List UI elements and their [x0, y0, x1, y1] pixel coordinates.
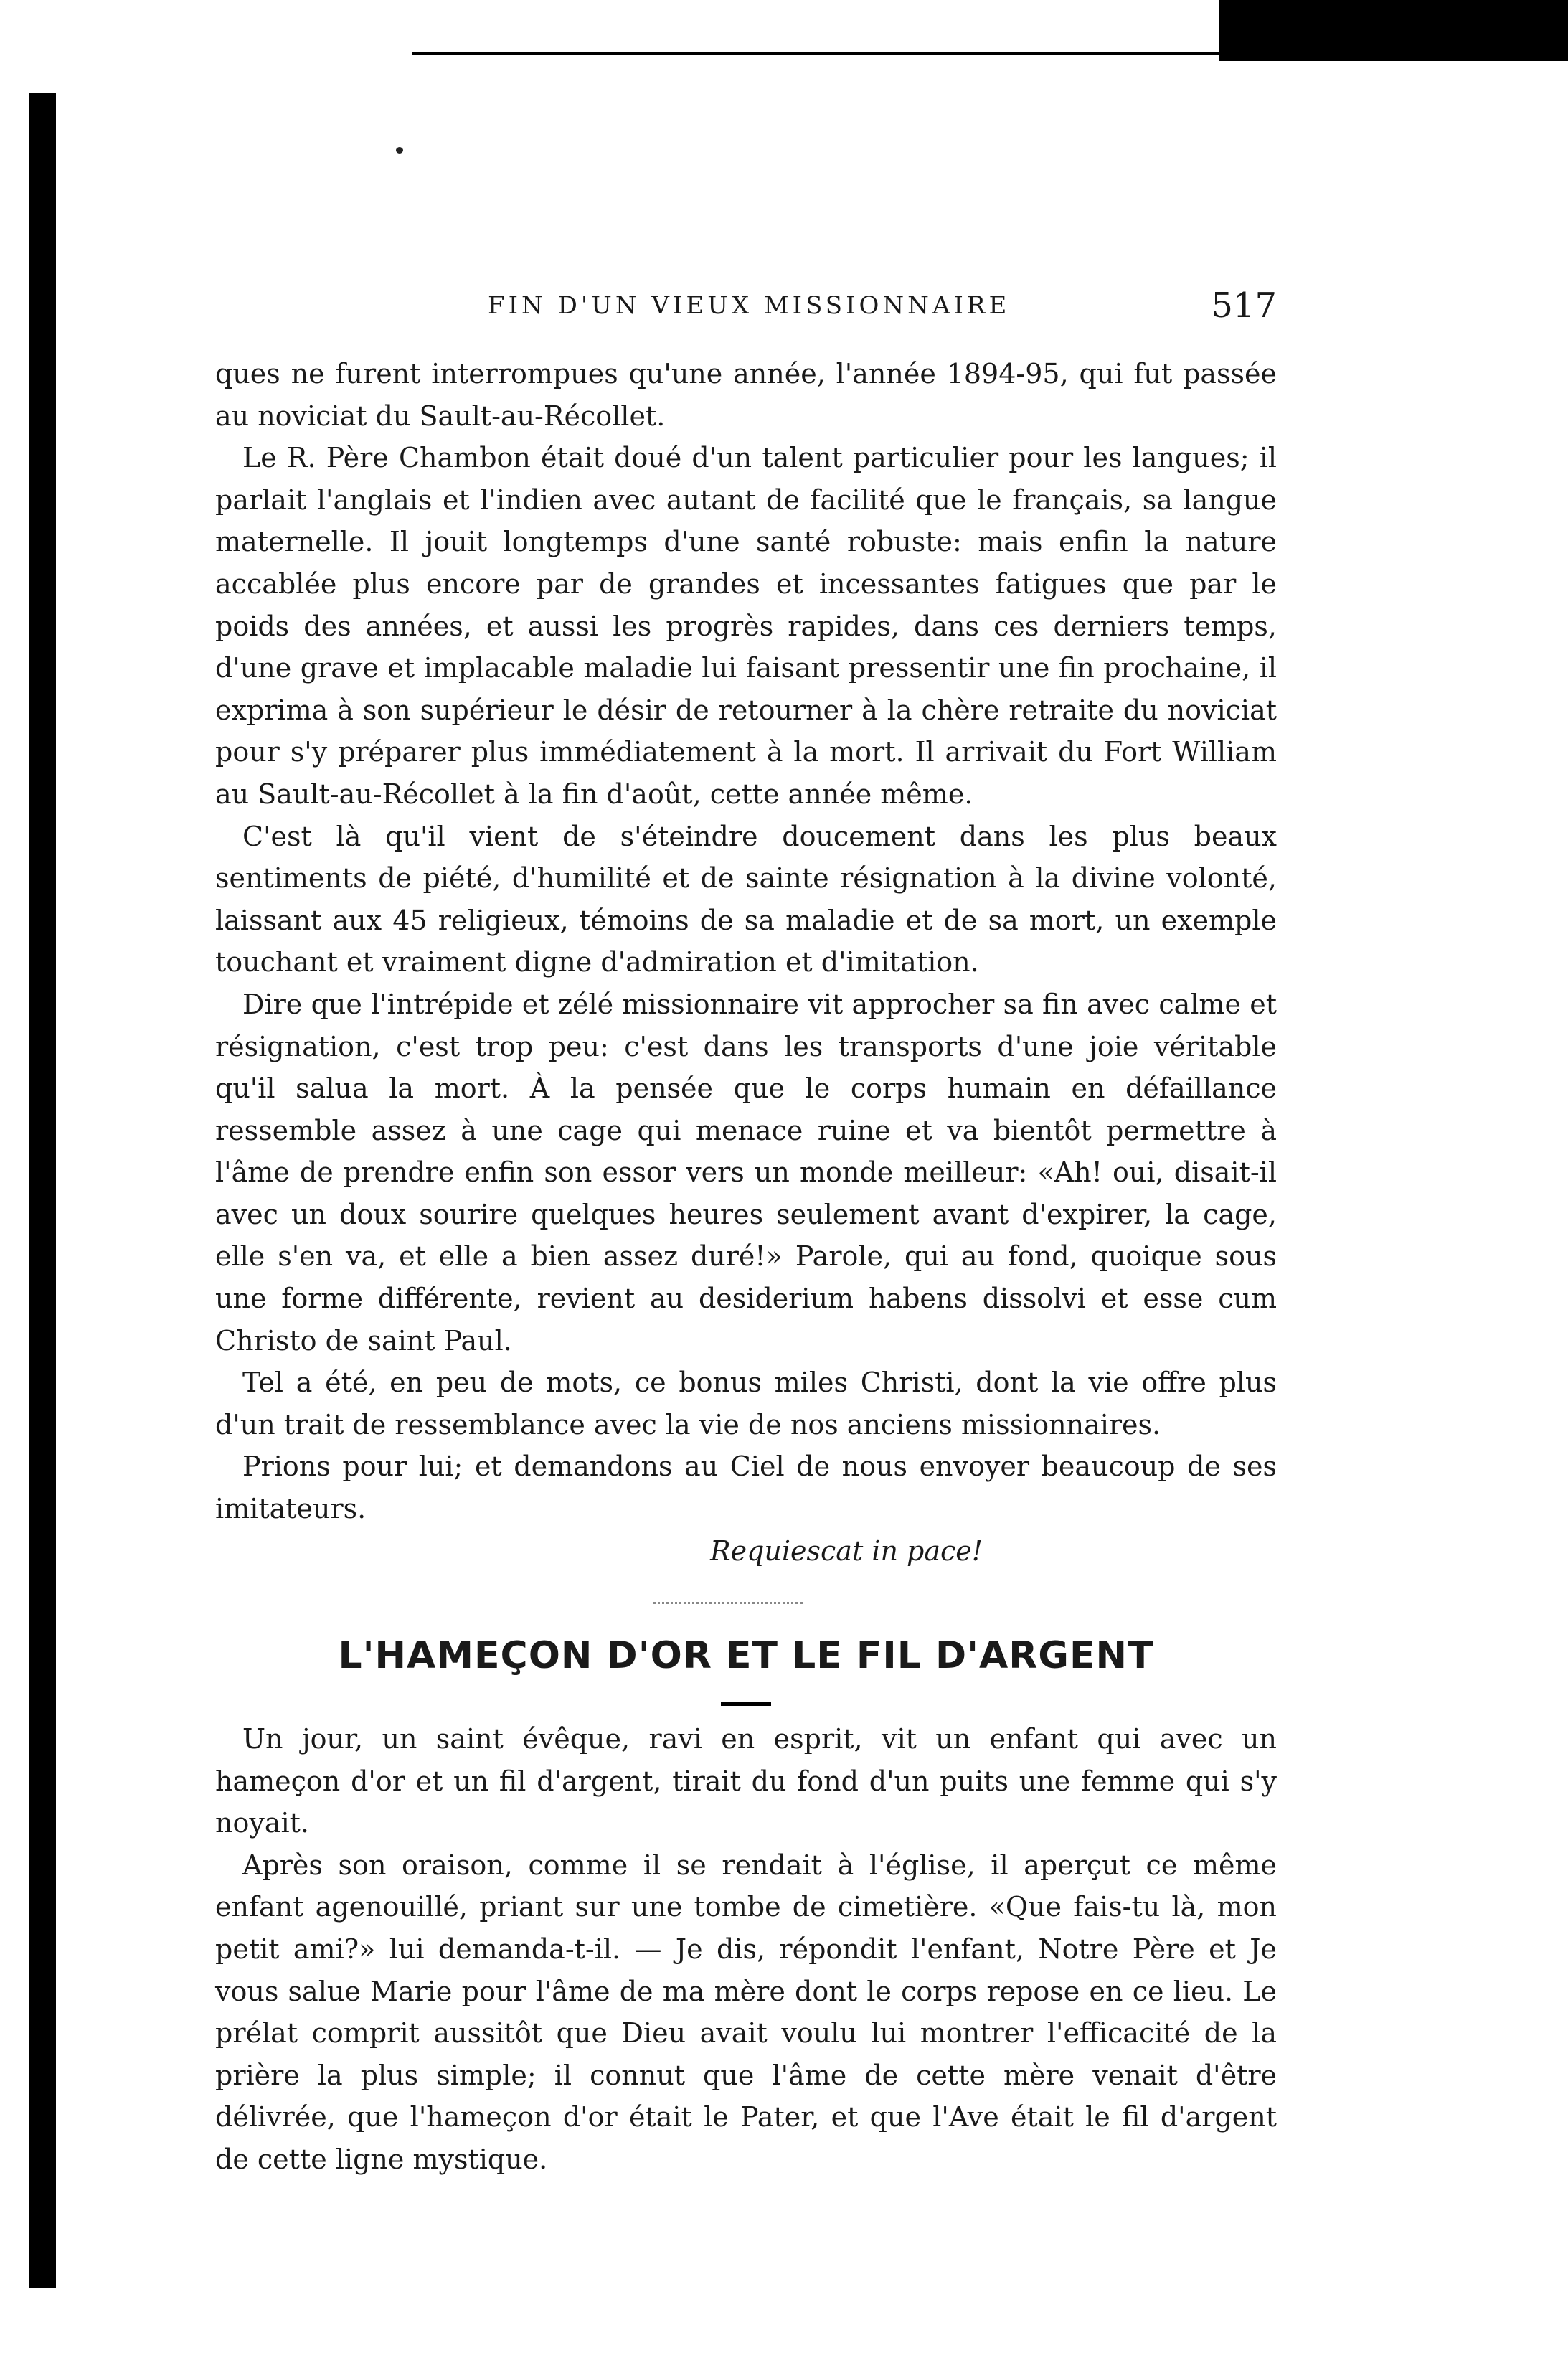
signoff: Requiescat in pace!	[709, 1534, 983, 1567]
page-header	[215, 286, 1277, 329]
paragraph: Un jour, un saint évêque, ravi en esprit, vit un enfant qui avec un hameçon d'or et un fil d'argent, tirait du fond d'un puits une femme qui s'y noyait.	[215, 1723, 1277, 1839]
scan-edge-top	[1219, 0, 1568, 61]
paragraph: Le R. Père Chambon était doué d'un talent particulier pour les langues; il parlait l'anglais et l'indien avec autant de facilité que le français, sa langue maternelle. Il jouit longtemps d'une santé robuste: mais enfin la nature accablée plus encore par de grandes et incessantes fatigues que par le poids des années, et aussi les progrès rapides, dans ces derniers temps, d'une grave et implacable maladie lui faisant pressentir une fin prochaine, il exprima à son supérieur le désir de retourner à la chère retraite du noviciat pour s'y préparer plus immédiatement à la mort. Il arrivait du Fort William au Sault-au-Récollet à la fin d'août, cette année même.	[215, 442, 1277, 810]
scan-speck	[396, 147, 403, 154]
article-body	[215, 353, 1277, 1572]
section-ornament	[653, 1602, 803, 1604]
paragraph-continued: ques ne furent interrompues qu'une année, l'année 1894-95, qui fut passée au noviciat du Sault-au-Récollet.	[215, 358, 1277, 432]
paragraph: Dire que l'intrépide et zélé missionnaire vit approcher sa fin avec calme et résignation, c'est trop peu: c'est dans les transports d'une joie véritable qu'il salua la mort. À la pensée que le corps humain en défaillance ressemble assez à une cage qui menace ruine et va bientôt permettre à l'âme de prendre enfin son essor vers un monde meilleur: «Ah! oui, disait-il avec un doux sourire quelques heures seulement avant d'expirer, la cage, elle s'en va, et elle a bien assez duré!» Parole, qui au fond, quoique sous une forme différente, revient au desiderium habens dissolvi et esse cum Christo de saint Paul.	[215, 988, 1277, 1357]
scan-rule-top	[412, 52, 1237, 55]
section-title: L'HAMEÇON D'OR ET LE FIL D'ARGENT	[338, 1634, 1154, 1677]
title-rule	[721, 1702, 771, 1706]
paragraph: Après son oraison, comme il se rendait à l'église, il aperçut ce même enfant agenouillé, priant sur une tombe de cimetière. «Que fais-tu là, mon petit ami?» lui demanda-t-il. — Je dis, répondit l'enfant, Notre Père et Je vous salue Marie pour l'âme de ma mère dont le corps repose en ce lieu. Le prélat comprit aussitôt que Dieu avait voulu lui montrer l'efficacité de la prière la plus simple; il connut que l'âme de cette mère venait d'être délivrée, que l'hameçon d'or était le Pater, et que l'Ave était le fil d'argent de cette ligne mystique.	[215, 1849, 1277, 2175]
page-number: 517	[1211, 286, 1277, 326]
paragraph: Tel a été, en peu de mots, ce bonus miles Christi, dont la vie offre plus d'un trait de ressemblance avec la vie de nos anciens missionnaires.	[215, 1367, 1277, 1440]
paragraph: Prions pour lui; et demandons au Ciel de nous envoyer beaucoup de ses imitateurs.	[215, 1451, 1277, 1525]
running-title: FIN D'UN VIEUX MISSIONNAIRE	[488, 291, 1011, 320]
scan-edge-left	[29, 93, 56, 2288]
story-body	[215, 1718, 1277, 2181]
paragraph: C'est là qu'il vient de s'éteindre doucement dans les plus beaux sentiments de piété, d'humilité et de sainte résignation à la divine volonté, laissant aux 45 religieux, témoins de sa maladie et de sa mort, un exemple touchant et vraiment digne d'admiration et d'imitation.	[215, 820, 1277, 978]
